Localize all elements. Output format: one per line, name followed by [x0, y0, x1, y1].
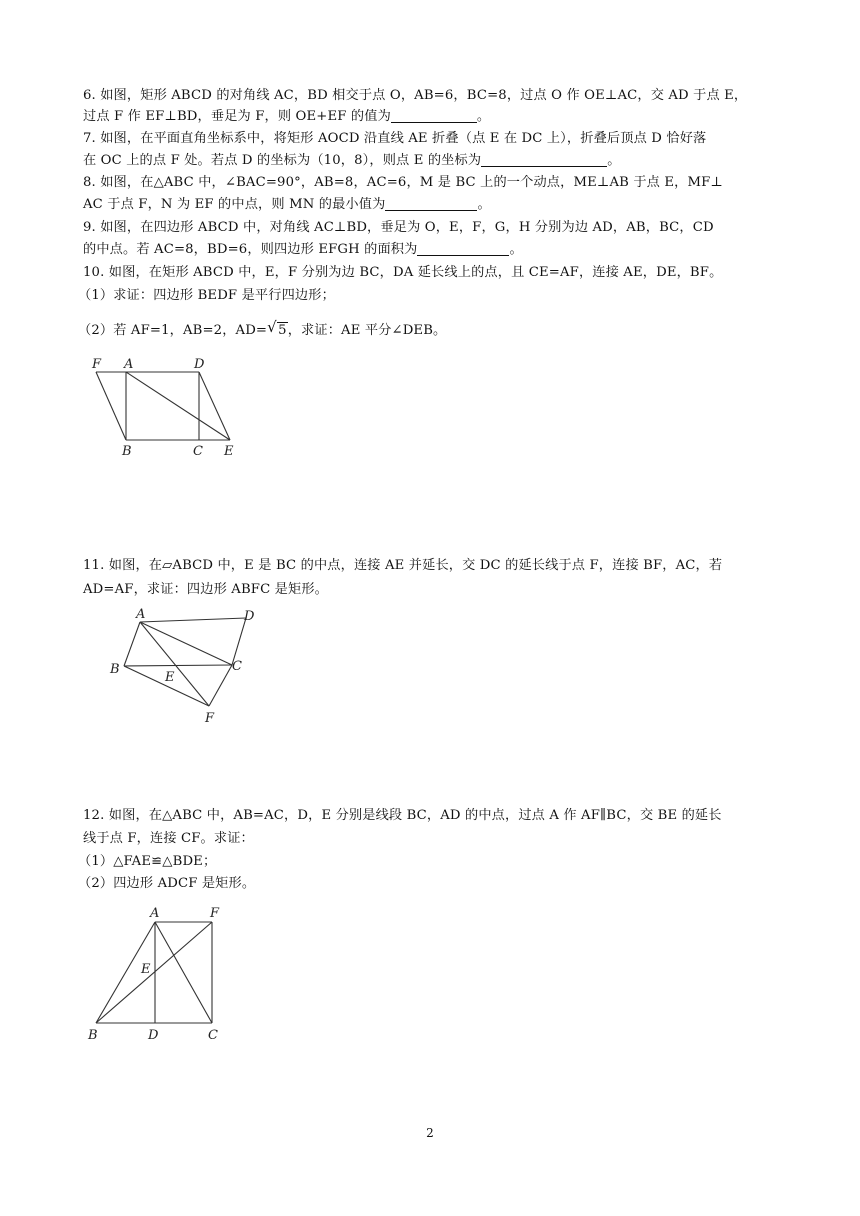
page-number: 2 — [426, 1126, 434, 1140]
q9-text: 的中点。若 AC=8，BD=6，则四边形 EFGH 的面积为 — [83, 242, 418, 257]
q10-label-e: E — [224, 444, 234, 459]
q6-answer-blank[interactable] — [391, 108, 477, 123]
q8-answer-blank[interactable] — [385, 196, 477, 211]
q7-end: 。 — [607, 153, 621, 168]
q11-line-2: AD=AF，求证：四边形 ABFC 是矩形。 — [83, 582, 329, 597]
q10-label-d: D — [194, 357, 205, 372]
q6-line-2 — [83, 107, 780, 126]
q10-label-a: A — [124, 357, 134, 372]
q12-part-1: （1）△FAE≌△BDE； — [78, 854, 217, 869]
q10-part-2-pre: （2）若 AF=1，AB=2，AD= — [78, 323, 268, 338]
q12-label-a: A — [150, 906, 160, 921]
q12-part-2: （2）四边形 ADCF 是矩形。 — [78, 876, 256, 891]
q11-figure — [108, 607, 268, 727]
q10-part-2 — [78, 318, 780, 340]
q12-label-d: D — [148, 1028, 159, 1043]
q12-label-c: C — [208, 1028, 218, 1043]
q9-answer-blank[interactable] — [417, 241, 509, 256]
q6-text: 过点 F 作 EF⊥BD，垂足为 F，则 OE+EF 的值为 — [83, 109, 391, 124]
sqrt-radicand: 5 — [278, 323, 287, 338]
q12-label-b: B — [88, 1028, 98, 1043]
q8-line-2 — [83, 195, 780, 214]
q11-label-c: C — [232, 659, 242, 674]
q7-answer-blank[interactable] — [481, 152, 607, 167]
q12-label-e: E — [141, 962, 151, 977]
q9-end: 。 — [509, 242, 523, 257]
q8-text: AC 于点 F，N 为 EF 的中点，则 MN 的最小值为 — [83, 197, 386, 212]
q10-line-1: 10. 如图，在矩形 ABCD 中，E，F 分别为边 BC，DA 延长线上的点，且 CE=AF，连接 AE，DE，BF。 — [83, 265, 723, 280]
q10-label-f: F — [92, 357, 102, 372]
q12-label-f: F — [210, 906, 220, 921]
q10-label-c: C — [193, 444, 203, 459]
q12-line-1: 12. 如图，在△ABC 中，AB=AC，D，E 分别是线段 BC，AD 的中点，过点 A 作 AF∥BC，交 BE 的延长 — [83, 808, 722, 823]
q7-text: 在 OC 上的点 F 处。若点 D 的坐标为（10，8），则点 E 的坐标为 — [83, 153, 482, 168]
sqrt-symbol: √ 5 — [267, 318, 287, 338]
q11-label-d: D — [244, 609, 255, 624]
q9-line-2 — [83, 240, 780, 259]
q8-line-1: 8. 如图，在△ABC 中，∠BAC=90°，AB=8，AC=6，M 是 BC 上的一个动点，ME⊥AB 于点 E，MF⊥ — [83, 175, 723, 190]
q11-label-e: E — [165, 670, 175, 685]
q11-label-b: B — [110, 662, 120, 677]
q10-figure — [86, 357, 246, 460]
q7-line-2 — [83, 151, 780, 170]
q6-line-1: 6. 如图，矩形 ABCD 的对角线 AC，BD 相交于点 O，AB=6，BC=8，过点 O 作 OE⊥AC，交 AD 于点 E， — [83, 88, 748, 103]
q7-line-1: 7. 如图，在平面直角坐标系中，将矩形 AOCD 沿直线 AE 折叠（点 E 在 DC 上），折叠后顶点 D 恰好落 — [83, 131, 707, 146]
q10-part-2-post: ，求证：AE 平分∠DEB。 — [287, 323, 447, 338]
q8-end: 。 — [477, 197, 491, 212]
q10-part-1: （1）求证：四边形 BEDF 是平行四边形； — [78, 288, 335, 303]
q11-label-f: F — [205, 711, 215, 726]
q6-end: 。 — [476, 109, 491, 124]
q11-label-a: A — [136, 607, 146, 622]
q11-line-1: 11. 如图，在▱ABCD 中，E 是 BC 的中点，连接 AE 并延长，交 DC 的延长线于点 F，连接 BF，AC，若 — [83, 558, 723, 573]
q10-label-b: B — [122, 444, 132, 459]
q12-figure — [86, 904, 236, 1044]
q12-line-2: 线于点 F，连接 CF。求证： — [83, 831, 254, 846]
q9-line-1: 9. 如图，在四边形 ABCD 中，对角线 AC⊥BD，垂足为 O，E，F，G，H 分别为边 AD，AB，BC，CD — [83, 220, 714, 235]
